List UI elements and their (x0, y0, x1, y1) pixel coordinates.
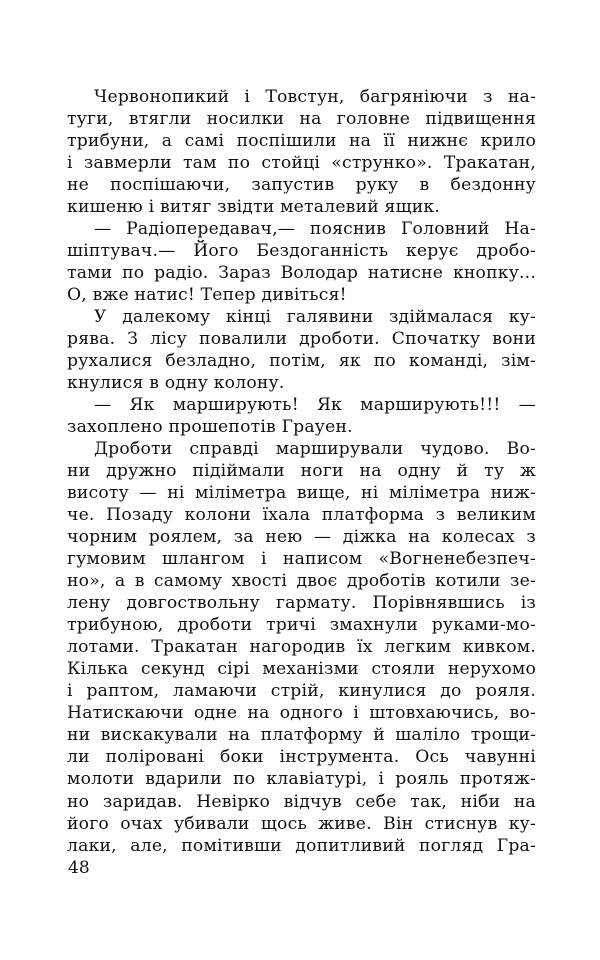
text-line: його очах убивали щось живе. Він стиснув ку- (67, 813, 536, 834)
text-line: че. Позаду колони їхала платформа з великим (67, 505, 536, 526)
text-line: Натискаючи одне на одного і штовхаючись, во- (67, 703, 536, 724)
text-line: і раптом, ламаючи стрій, кинулися до рояля. (67, 681, 536, 702)
text-line: — Радіопередавач,— пояснив Головний На- (94, 219, 536, 240)
text-line: рява. З лісу повалили дроботи. Спочатку вони (67, 329, 536, 350)
text-line: кишеню і витяг звідти металевий ящик. (67, 197, 441, 218)
text-line: і завмерли там по стойці «струнко». Тракатан, (67, 153, 536, 174)
text-line: трибуною, дроботи тричі змахнули руками-мо- (67, 615, 536, 636)
text-line: Кілька секунд сірі механізми стояли нерухомо (67, 659, 536, 680)
text-line: висоту — ні міліметра вище, ні міліметра ниж- (67, 483, 536, 504)
text-line: Дроботи справді марширували чудово. Во- (94, 439, 536, 460)
text-line: Червонопикий і Товстун, багряніючи з на- (94, 87, 536, 107)
text-line: лотами. Тракатан нагородив їх легким кивком. (67, 637, 536, 658)
text-line: туги, втягли носилки на головне підвищення (67, 109, 536, 130)
text-line: не поспішаючи, запустив руку в бездонну (67, 175, 536, 196)
text-line: ли поліровані боки інструмента. Ось чавунні (67, 747, 536, 768)
text-line: трибуни, а самі поспішили на її нижнє крило (67, 131, 536, 152)
text-line: лену довгоствольну гармату. Порівнявшись із (67, 593, 536, 614)
text-line: но заридав. Невірко відчув себе так, ніби на (67, 791, 536, 812)
text-line: ни дружно підіймали ноги на одну й ту ж (67, 461, 536, 482)
page-body (67, 86, 536, 857)
text-line: кнулися в одну колону. (67, 373, 285, 394)
text-line: О, вже натис! Тепер дивіться! (67, 285, 347, 306)
text-line: чорним роялем, за нею — діжка на колесах з (67, 527, 536, 548)
text-line: захоплено прошепотів Грауен. (67, 417, 353, 438)
text-line: ни вискакували на платформу й шаліло трощи- (67, 725, 536, 746)
text-line: — Як марширують! Як марширують!!! — (94, 395, 536, 416)
text-line: молоти вдарили по клавіатурі, і рояль протяж- (67, 769, 536, 790)
text-line: лаки, але, помітивши допитливий погляд Гра- (67, 835, 536, 856)
text-line: шіптувач.— Його Бездоганність керує дробо- (67, 241, 536, 262)
text-line: У далекому кінці галявини здіймалася ку- (94, 307, 536, 328)
text-line: гумовим шлангом і написом «Вогненебезпеч- (67, 549, 536, 570)
text-line: но», а в самому хвості двоє дроботів котили зе- (67, 571, 536, 592)
page-number: 48 (68, 858, 90, 878)
text-line: тами по радіо. Зараз Володар натисне кнопку... (67, 263, 536, 284)
text-line: рухалися безладно, потім, як по команді, зім- (67, 351, 536, 372)
